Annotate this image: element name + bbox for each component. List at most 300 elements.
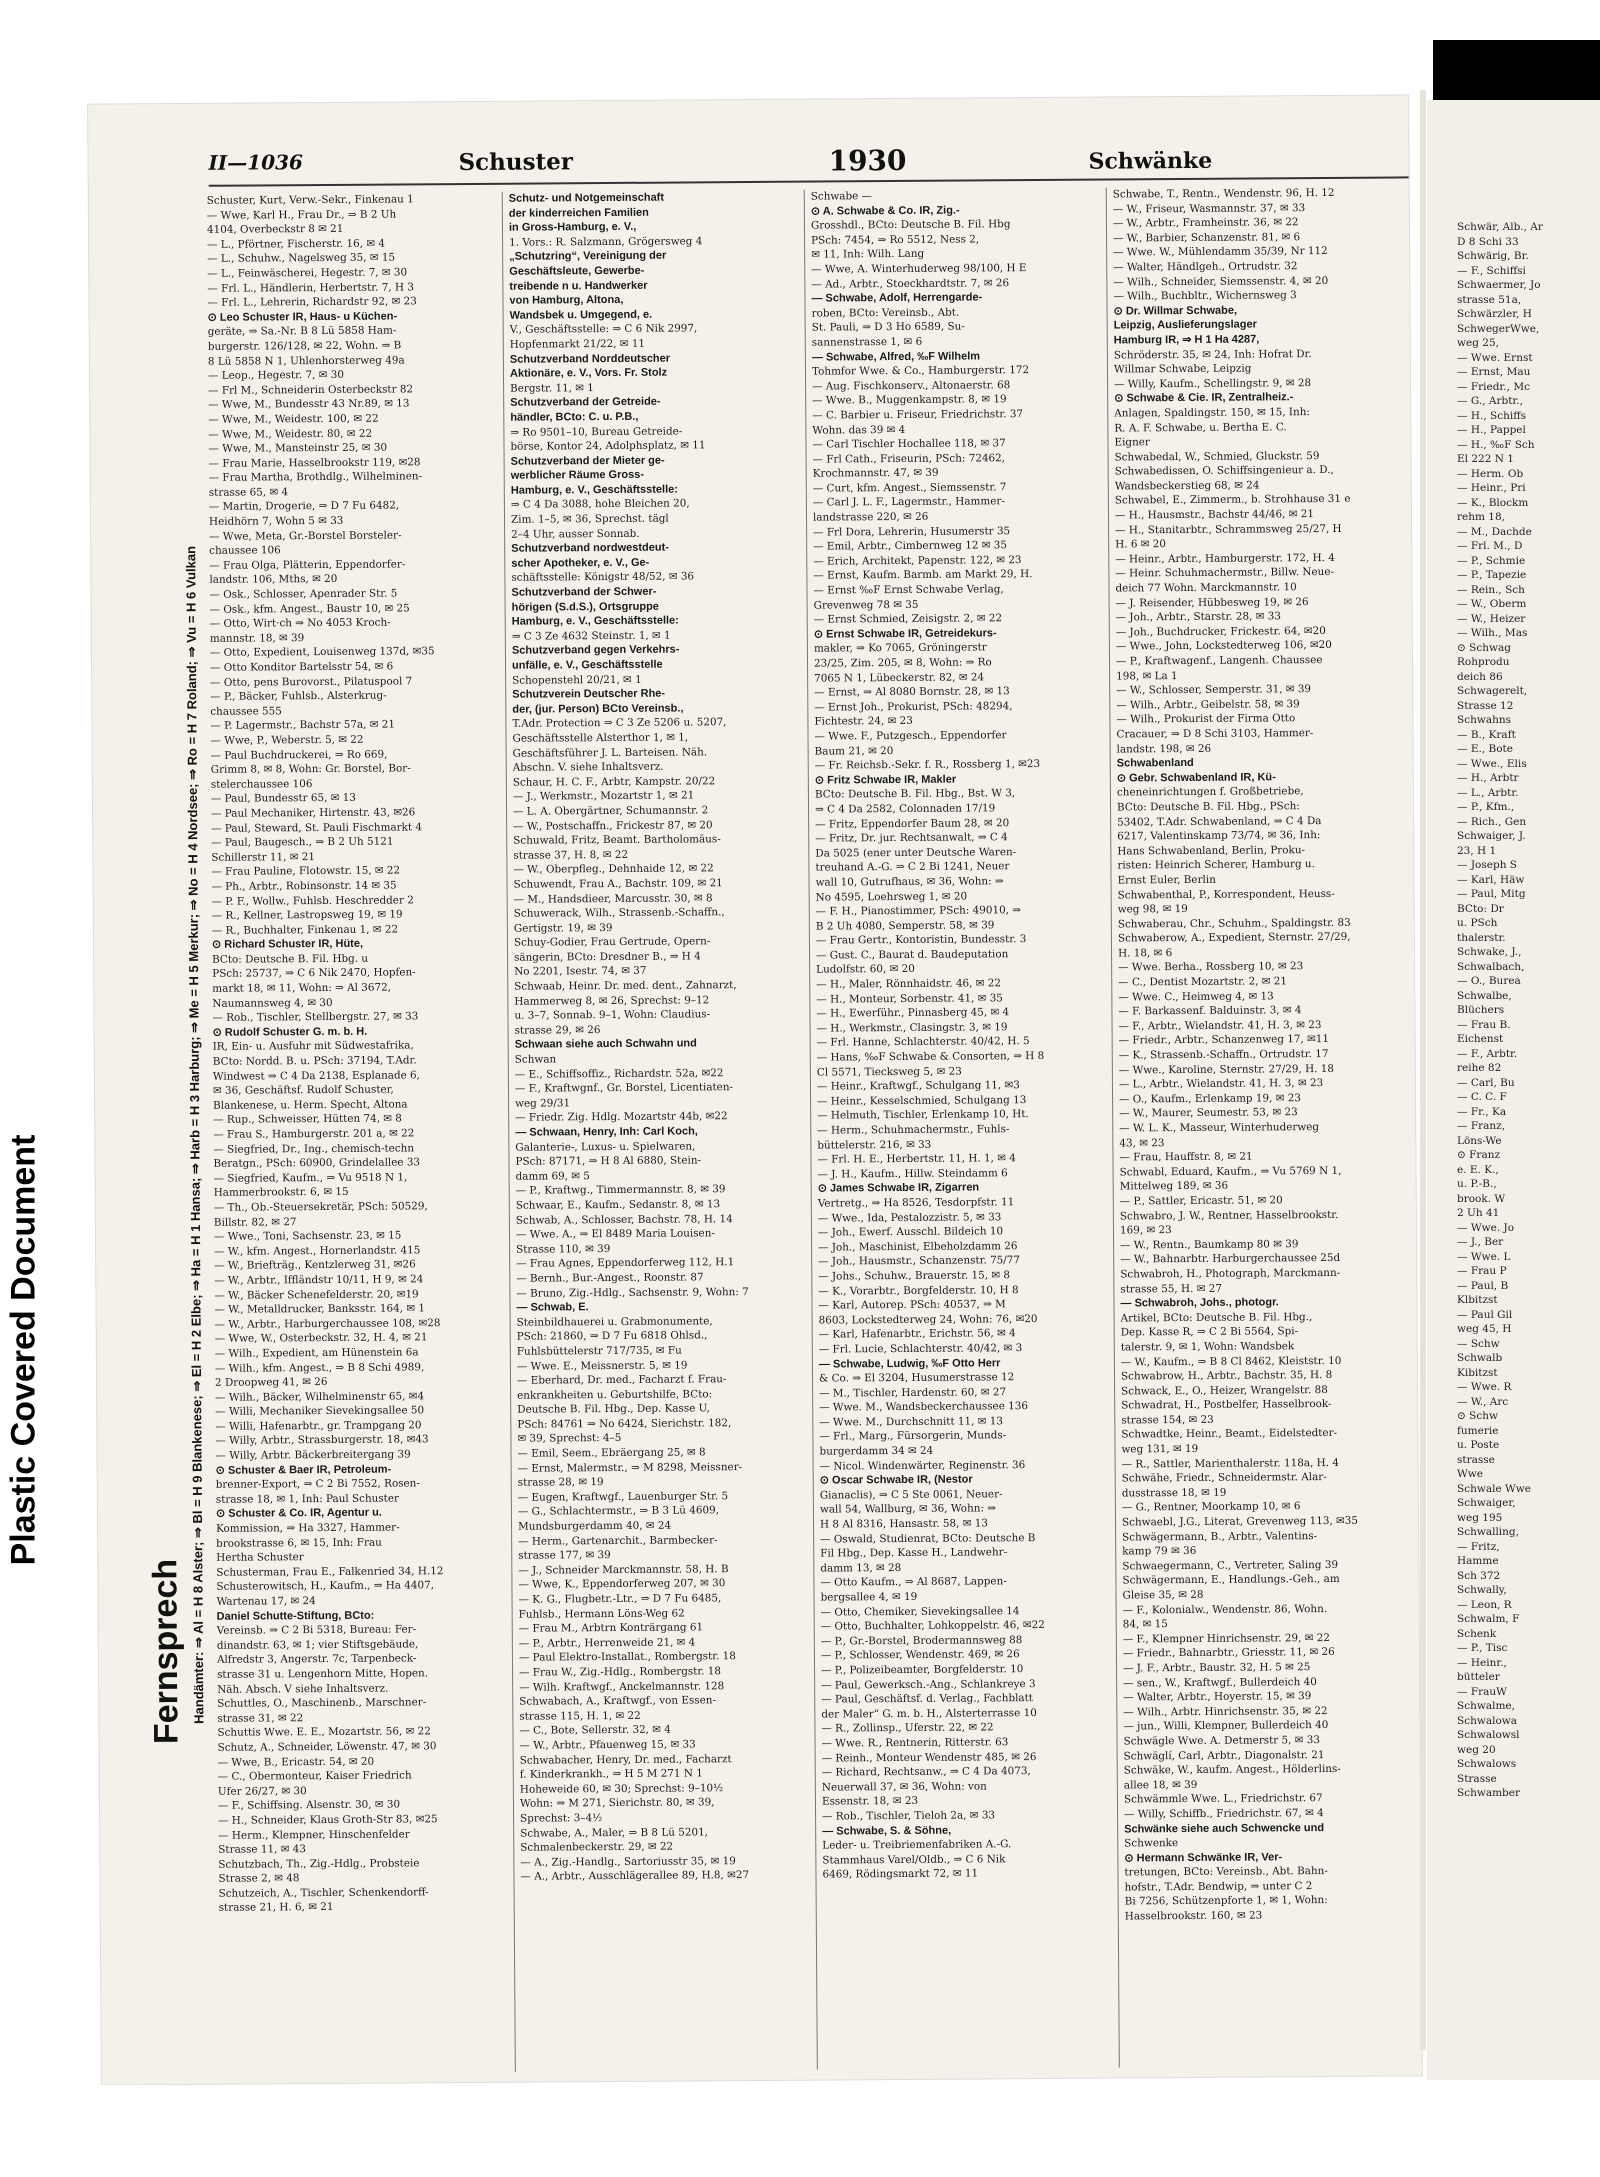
directory-entry: — W., Barbier, Schanzenstr. 81, ✉ 6: [1113, 230, 1301, 245]
facing-page-entry: El 222 N 1: [1457, 453, 1514, 465]
directory-entry: Geschäftsführer J. L. Barteisen. Näh.: [512, 745, 708, 760]
directory-entry: strasse 18, ✉ 1, Inh: Paul Schuster: [215, 1492, 400, 1506]
directory-entry: Anlagen, Spaldingstr. 150, ✉ 15, Inh:: [1114, 406, 1310, 420]
facing-page-entry: — P., Tapezie: [1457, 569, 1527, 581]
directory-entry: Wohn. das 39 ✉ 4: [812, 423, 906, 437]
directory-entry: Schwänke siehe auch Schwencke und: [1124, 1821, 1325, 1835]
directory-entry: — Schwabe, S. & Söhne,: [822, 1824, 952, 1838]
directory-entry: — W., Briefträg., Kentzlerweg 31, ✉26: [214, 1258, 416, 1273]
facing-page-entry: Schwahns: [1457, 714, 1511, 726]
directory-entry: Schutzverband nordwestdeut-: [511, 541, 669, 555]
directory-entry: — J., Werkmstr., Mozartstr 1, ✉ 21: [512, 789, 695, 804]
directory-entry: — M., Handsdieer, Marcusstr. 30, ✉ 8: [513, 891, 713, 906]
facing-page-entry: Eichenst: [1457, 1033, 1504, 1045]
directory-entry: — H., Ewerführ., Pinnasberg 45, ✉ 4: [816, 1006, 1010, 1020]
directory-entry: — Heinr. Schuhmachermstr., Billw. Neue-: [1115, 566, 1335, 580]
directory-entry: — Ernst Joh., Prokurist, PSch: 48294,: [814, 699, 1013, 714]
directory-entry: — Paul, Geschäftsf. d. Verlag., Fachblatt: [821, 1692, 1033, 1706]
directory-entry: 8 Lü 5858 N 1, Uhlenhorsterweg 49a: [207, 353, 405, 368]
directory-entry: — Rob., Tischler, Stellbergstr. 27, ✉ 33: [212, 1010, 419, 1025]
directory-entry: — Karl, Hafenarbtr., Erichstr. 56, ✉ 4: [818, 1327, 1016, 1341]
directory-entry: — W., Metalldrucker, Banksstr. 164, ✉ 1: [214, 1302, 425, 1316]
side-label: Plastic Covered Document: [4, 1134, 43, 1566]
directory-entry: — W., Maurer, Seumestr. 53, ✉ 23: [1119, 1106, 1298, 1120]
directory-entry: — F., Kraftwgnf., Gr. Borstel, Licentiaten-: [514, 1081, 734, 1095]
directory-entry: — Wilh., Bäcker, Wilhelminenstr 65, ✉4: [215, 1390, 425, 1404]
facing-page-entry: strasse: [1457, 1453, 1495, 1466]
directory-entry: — Herm., Klempner, Hinschenfelder: [218, 1827, 410, 1842]
directory-entry: — W., Kaufm., ⇒ B 8 Cl 8462, Kleiststr. 10: [1120, 1354, 1342, 1368]
directory-entry: — Friedr., Arbtr., Schanzenweg 17, ✉11: [1118, 1033, 1330, 1047]
directory-entry: Schwab, A., Schlosser, Bachstr. 78, H. 14: [515, 1212, 733, 1227]
directory-entry: — Wwe., Toni, Sachsenstr. 23, ✉ 15: [213, 1229, 402, 1243]
column-1: [207, 192, 510, 2074]
directory-entry: — Wwe, M., Mansteinstr 25, ✉ 30: [208, 441, 388, 455]
directory-entry: — Friedr., Bahnarbtr., Griesstr. 11, ✉ 26: [1122, 1646, 1335, 1660]
directory-entry: börse, Kontor 24, Adolphsplatz, ✉ 11: [510, 439, 706, 453]
phone-exchange-legend: [109, 214, 210, 1775]
facing-page-entry: Strasse: [1457, 1772, 1497, 1785]
directory-entry: — Paul, Steward, St. Pauli Fischmarkt 4: [211, 820, 423, 835]
facing-page-entry: Schwalowsl: [1457, 1729, 1520, 1741]
facing-page-entry: — Joseph S: [1457, 859, 1517, 871]
directory-entry: Schwaab, Heinr. Dr. med. dent., Zahnarzt,: [514, 979, 737, 993]
directory-entry: — Paul Mechaniker, Hirtenstr. 43, ✉26: [211, 806, 416, 820]
directory-entry: — W., Schlosser, Semperstr. 31, ✉ 39: [1116, 683, 1312, 697]
facing-page-entry: — Frau B.: [1457, 1018, 1511, 1031]
directory-entry: Bi 7256, Schützenpforte 1, ✉ 1, Wohn:: [1124, 1894, 1328, 1908]
directory-entry: Willmar Schwabe, Leipzig: [1113, 362, 1252, 376]
directory-entry: Strasse 2, ✉ 48: [218, 1872, 300, 1886]
facing-page-entry: — Fr., Ka: [1457, 1105, 1507, 1118]
directory-entry: cheneinrichtungen f. Großbetriebe,: [1116, 785, 1304, 799]
directory-entry: Fuhlsb., Hermann Löns-Weg 62: [518, 1607, 685, 1621]
directory-entry: Grimm 8, ✉ 8, Wohn: Gr. Borstel, Bor-: [210, 762, 411, 776]
facing-page-entry: Schwalows: [1457, 1758, 1517, 1770]
directory-entry: — Wilh., kfm. Angest., ⇒ B 8 Schi 4989,: [214, 1360, 425, 1375]
facing-page-entry: — Wwe. Jo: [1457, 1221, 1515, 1234]
directory-entry: sängerin, BCto: Dresdner B., ⇒ H 4: [514, 950, 701, 964]
directory-entry: — Wwe, K., Eppendorferweg 207, ✉ 30: [518, 1577, 726, 1592]
legend-title: Fernsprech: [146, 1558, 186, 1745]
directory-entry: Da 5025 (ener unter Deutsche Waren-: [815, 845, 1017, 860]
directory-entry: — Ernst Schmied, Zeisigstr. 2, ✉ 22: [813, 612, 1003, 626]
directory-entry: — Karl, Autorep. PSch: 40537, ⇒ M: [818, 1298, 1006, 1312]
facing-page: [1427, 100, 1600, 2080]
directory-entry: Leder- u. Treibriemenfabriken A.-G.: [822, 1838, 1012, 1852]
directory-entry: Schutzverband Norddeutscher: [509, 352, 671, 366]
directory-entry: — Schwabroh, Johs., photogr.: [1120, 1296, 1279, 1310]
facing-page-entry: — F., Arbtr.: [1457, 1047, 1518, 1060]
directory-entry: Ufer 26/27, ✉ 30: [217, 1784, 307, 1798]
directory-entry: werblicher Räume Gross-: [510, 469, 645, 482]
facing-page-entry: — G., Arbtr.,: [1457, 395, 1523, 407]
directory-entry: strasse 65, ✉ 4: [208, 486, 289, 499]
directory-entry: Grevenweg 78 ✉ 35: [813, 598, 919, 612]
directory-entry: — O., Kaufm., Erlenkamp 19, ✉ 23: [1119, 1092, 1301, 1106]
directory-entry: ⊙ Ernst Schwabe IR, Getreidekurs-: [813, 627, 997, 641]
directory-entry: — Otto, pens Burovorst., Pilatuspool 7: [210, 674, 413, 689]
directory-entry: Schwack, E., O., Heizer, Wrangelstr. 88: [1121, 1383, 1328, 1398]
directory-entry: Billstr. 82, ✉ 27: [213, 1215, 297, 1229]
directory-entry: — Frau Martha, Brothdlg., Wilhelminen-: [208, 470, 423, 485]
directory-entry: Stammhaus Varel/Oldb., ⇒ C 6 Nik: [822, 1852, 1006, 1867]
directory-entry: — Wwe. E., Meissnerstr. 5, ✉ 19: [516, 1358, 688, 1373]
directory-entry: — Frl., Marg., Fürsorgerin, Munds-: [819, 1429, 1007, 1444]
directory-entry: Hasselbrookstr. 160, ✉ 23: [1124, 1909, 1263, 1923]
directory-entry: Schwadrat, H., Postbelfer, Hasselbrook-: [1121, 1398, 1332, 1412]
directory-entry: Geschäftsstelle Alsterthor 1, ✉ 1,: [512, 731, 689, 745]
directory-entry: — Paul, Baugesch., ⇒ B 2 Uh 5121: [211, 835, 394, 849]
directory-entry: treibende n u. Handwerker: [509, 279, 648, 293]
directory-entry: — L., Schuhw., Nagelsweg 35, ✉ 15: [207, 251, 396, 266]
directory-entry: ⇒ C 3 Ze 4632 Steinstr. 1, ✉ 1: [511, 629, 671, 643]
facing-page-entry: — H., ‰F Sch: [1457, 438, 1535, 451]
directory-entry: Schwabroh, H., Photograph, Marckmann-: [1120, 1266, 1341, 1281]
facing-page-entry: — Heinr., Pri: [1457, 482, 1526, 494]
directory-entry: roben, BCto: Vereinsb., Abt.: [811, 306, 960, 320]
directory-entry: Schusterman, Frau E., Falkenried 34, H.12: [216, 1564, 444, 1579]
directory-entry: — Frl M., Schneiderin Osterbeckstr 82: [208, 383, 414, 397]
year: 1930: [828, 143, 907, 178]
facing-page-entry: fumerie: [1457, 1424, 1499, 1437]
facing-page-entry: — Paul, Mitg: [1457, 888, 1526, 900]
directory-entry: u. 3–7, Sonnab. 9–1, Wohn: Claudius-: [514, 1008, 711, 1022]
directory-entry: — W., Rentn., Baumkamp 80 ✉ 39: [1120, 1237, 1299, 1252]
directory-entry: — Erich, Architekt, Papenstr. 122, ✉ 23: [813, 553, 1022, 568]
directory-entry: — L., Arbtr., Wielandstr. 41, H. 3, ✉ 23: [1118, 1077, 1324, 1091]
directory-entry: — P. Lagermstr., Bachstr 57a, ✉ 21: [210, 718, 395, 733]
facing-page-entry: — H., Arbtr: [1457, 772, 1519, 784]
directory-entry: PSch: 84761 ⇒ No 6424, Sierichstr. 182,: [517, 1417, 732, 1431]
directory-entry: Mittelweg 189, ✉ 36: [1119, 1180, 1229, 1193]
facing-page-entry: Hamme: [1457, 1555, 1499, 1567]
directory-entry: — Hans, ‰F Schwabe & Consorten, ⇒ H 8: [816, 1050, 1045, 1064]
directory-entry: Ludolfstr. 60, ✉ 20: [816, 963, 915, 977]
page-fold: [1420, 90, 1426, 2050]
directory-entry: — W., Arbtr., Iffländstr 10/11, H 9, ✉ 24: [214, 1273, 424, 1287]
directory-entry: — Wwe. Berha., Rossberg 10, ✉ 23: [1118, 960, 1304, 974]
directory-entry: 6217, Valentinskamp 73/74, ✉ 36, Inh:: [1117, 829, 1321, 843]
directory-entry: Eigner: [1114, 436, 1150, 449]
directory-entry: Cracauer, ⇒ D 8 Schi 3103, Hammer-: [1116, 727, 1314, 741]
directory-entry: Baum 21, ✉ 20: [814, 744, 894, 758]
directory-entry: Hammerweg 8, ✉ 26, Sprechst: 9–12: [514, 993, 710, 1008]
directory-entry: Schutzeich, A., Tischler, Schenkendorff-: [218, 1886, 429, 1900]
directory-entry: mannstr. 18, ✉ 39: [209, 631, 305, 645]
directory-entry: Tohmfor Wwe. & Co., Hamburgerstr. 172: [811, 364, 1030, 378]
directory-entry: makler, ⇒ Ko 7065, Gröningerstr: [813, 641, 987, 655]
directory-entry: — Heinr., Kesselschmied, Schulgang 13: [817, 1093, 1027, 1108]
directory-entry: — Willi, Hafenarbtr., gr. Trampgang 20: [215, 1419, 422, 1433]
directory-entry: No 2201, Isestr. 74, ✉ 37: [514, 965, 647, 979]
directory-entry: — Frau W., Zig.-Hdlg., Rombergstr. 18: [519, 1665, 722, 1679]
facing-page-entry: — Wwe., Elis: [1457, 757, 1527, 770]
directory-entry: enkrankheiten u. Geburtshilfe, BCto:: [517, 1387, 713, 1402]
directory-entry: — Paul Elektro-Installat., Rombergstr. 18: [518, 1650, 736, 1665]
directory-entry: Fuhlsbüttelerstr 717/735, ✉ Fu: [516, 1344, 682, 1358]
directory-entry: — Oswald, Studienrat, BCto: Deutsche B: [820, 1531, 1036, 1546]
directory-entry: 169, ✉ 23: [1119, 1224, 1172, 1237]
directory-entry: hofstr., T.Adr. Bendwip, ⇒ unter C 2: [1124, 1880, 1313, 1894]
facing-page-entry: weg 25,: [1457, 337, 1499, 349]
directory-entry: weg 29/31: [515, 1097, 571, 1110]
directory-entry: Schuy-Godier, Frau Gertrude, Opern-: [513, 935, 711, 949]
directory-entry: Schopenstehl 20/21, ✉ 1: [512, 673, 642, 687]
directory-entry: strasse 31, ✉ 22: [217, 1711, 304, 1725]
directory-entry: 4104, Overbeckstr 8 ✉ 21: [206, 223, 344, 236]
directory-entry: Mundsburgerdamm 40, ✉ 24: [518, 1519, 672, 1533]
directory-entry: ⊙ Fritz Schwabe IR, Makler: [814, 773, 957, 787]
facing-page-entry: — E., Bote: [1457, 743, 1513, 755]
facing-page-entry: — Wwe. L: [1457, 1250, 1511, 1263]
directory-entry: — L. A. Obergärtner, Schumannstr. 2: [513, 804, 709, 818]
directory-entry: Hamburg, e. V., Geschäftsstelle:: [510, 483, 678, 497]
directory-entry: Wohn: ⇒ M 271, Sierichstr. 80, ✉ 39,: [519, 1796, 715, 1810]
directory-entry: treuhand A.-G. ⇒ C 2 Bi 1241, Neuer: [815, 860, 1010, 874]
directory-entry: chaussee 106: [209, 544, 281, 558]
facing-page-entry: — Karl, Häw: [1457, 873, 1525, 886]
facing-page-entry: Schenk: [1457, 1627, 1497, 1640]
directory-entry: 2 Droopweg 41, ✉ 26: [214, 1376, 328, 1389]
directory-entry: Leipzig, Auslieferungslager: [1113, 318, 1257, 332]
directory-entry: Vereinsb. ⇒ C 2 Bi 5318, Bureau: Fer-: [216, 1623, 417, 1637]
directory-entry: talerstr. 9, ✉ 1, Wohn: Wandsbek: [1120, 1340, 1295, 1354]
directory-entry: sannenstrasse 1, ✉ 6: [811, 335, 923, 349]
directory-entry: — Paul Buchdruckerei, ⇒ Ro 669,: [210, 748, 388, 762]
facing-page-entry: Schwärzler, H: [1457, 308, 1532, 320]
directory-entry: — W., Arbtr., Pfauenweg 15, ✉ 33: [519, 1738, 696, 1752]
directory-entry: — Willy, Schiffb., Friedrichstr. 67, ✉ 4: [1124, 1806, 1324, 1821]
directory-entry: Schwabrow, H., Arbtr., Bachstr. 35, H. 8: [1120, 1369, 1333, 1383]
directory-entry: Schutzverband der Mieter ge-: [510, 454, 665, 468]
facing-page-entry: Rohprodu: [1457, 656, 1510, 668]
directory-entry: Wandsbek u. Umgegend, e.: [509, 308, 653, 322]
directory-entry: burgerdamm 34 ✉ 24: [819, 1444, 934, 1458]
directory-entry: — Frl Dora, Lehrerin, Husumerstr 35: [813, 524, 1011, 539]
directory-entry: der kinderreichen Familien: [508, 206, 649, 220]
directory-entry: Essenstr. 18, ✉ 23: [821, 1795, 919, 1808]
directory-entry: Schwaan siehe auch Schwahn und: [514, 1037, 697, 1052]
directory-entry: — Wilh., Arbtr. Hinrichsenstr. 35, ✉ 22: [1123, 1704, 1328, 1719]
directory-entry: ⇒ Ro 9501–10, Bureau Getreide-: [510, 424, 683, 439]
facing-page-entry: — Friedr., Mc: [1457, 380, 1530, 393]
directory-entry: — C., Dentist Mozartstr. 2, ✉ 21: [1118, 975, 1288, 989]
directory-entry: Heidhörn 7, Wohn 5 ✉ 33: [208, 514, 344, 528]
directory-entry: — Wilh., Prokurist der Firma Otto: [1116, 712, 1296, 726]
facing-page-entry: — Schw: [1457, 1337, 1500, 1350]
directory-entry: — Wilh., Arbtr., Geibelstr. 58, ✉ 39: [1116, 697, 1300, 712]
directory-entry: — Wwe, P., Weberstr. 5, ✉ 22: [210, 733, 364, 747]
directory-entry: — G., Schlachtermstr., ⇒ B 3 Lü 4609,: [517, 1504, 720, 1519]
directory-entry: Aktionäre, e. V., Vors. Fr. Stolz: [509, 366, 668, 380]
directory-entry: Schutz, A., Schneider, Löwenstr. 47, ✉ 30: [217, 1740, 437, 1754]
directory-entry: risten: Heinrich Scherer, Hamburg u.: [1117, 858, 1315, 872]
directory-entry: — Schwabe, Alfred, ‰F Wilhelm: [811, 349, 981, 364]
directory-entry: — Wwe. M., Wandsbeckerchaussee 136: [819, 1400, 1029, 1414]
directory-entry: ⊙ Rudolf Schuster G. m. b. H.: [212, 1025, 368, 1039]
directory-entry: — Wwe., John, Lockstedterweg 106, ✉20: [1115, 639, 1332, 653]
facing-page-entry: Schwale Wwe: [1457, 1482, 1531, 1495]
directory-entry: Kommission, ⇒ Ha 3327, Hammer-: [216, 1521, 400, 1535]
facing-page-entry: — W., Arc: [1457, 1395, 1509, 1408]
facing-page-entry: — Frl. M., D: [1457, 540, 1523, 552]
directory-entry: Schutzverband gegen Verkehrs-: [511, 643, 680, 658]
directory-entry: Schwägle Wwe. A. Detmerstr 5, ✉ 33: [1123, 1734, 1321, 1748]
facing-page-entry: — W., Heizer: [1457, 612, 1526, 625]
directory-entry: — Wwe, Meta, Gr.-Borstel Borsteler-: [209, 529, 402, 543]
directory-entry: — Frl. L., Händlerin, Herbertstr. 7, H 3: [207, 280, 414, 295]
directory-entry: — Emil, Seem., Ebräergang 25, ✉ 8: [517, 1446, 706, 1460]
column-4: [1113, 185, 1426, 2067]
directory-entry: Zim. 1–5, ✉ 36, Sprechst. tägl: [510, 512, 669, 526]
facing-page-entry: — Carl, Bu: [1457, 1076, 1515, 1089]
directory-entry: f. Kinderkrankh., ⇒ H 5 M 271 N 1: [519, 1767, 703, 1781]
directory-entry: — P., Arbtr., Herrenweide 21, ✉ 4: [518, 1636, 696, 1650]
facing-page-entry: 23, H 1: [1457, 844, 1497, 857]
facing-page-entry: bütteler: [1457, 1671, 1500, 1683]
directory-entry: markt 18, ✉ 11, Wohn: ⇒ Al 3672,: [212, 981, 392, 995]
directory-entry: Schwäke, W., kaufm. Angest., Hölderlins-: [1123, 1763, 1341, 1777]
directory-entry: Artikel, BCto: Deutsche B. Fil. Hbg.,: [1120, 1310, 1313, 1325]
facing-page-entry: SchwegerWwe,: [1457, 322, 1540, 335]
directory-entry: Gianaclis), ⇒ C 5 Ste 0061, Neuer-: [819, 1488, 1003, 1502]
directory-entry: — H., Stanitarbtr., Schrammsweg 25/27, H: [1115, 522, 1342, 537]
directory-entry: — Emil, Arbtr., Cimbernweg 12 ✉ 35: [813, 539, 1008, 553]
directory-entry: Beratgn., PSch: 60900, Grindelallee 33: [213, 1156, 421, 1170]
directory-entry: Schutzbach, Th., Zig.-Hdlg., Probsteie: [218, 1857, 420, 1871]
directory-entry: — Osk., kfm. Angest., Baustr 10, ✉ 25: [209, 602, 410, 616]
directory-entry: bergsallee 4, ✉ 19: [820, 1590, 918, 1604]
directory-entry: Bergstr. 11, ✉ 1: [510, 381, 594, 395]
directory-entry: — Frl. Hanne, Schlachterstr. 40/42, H. 5: [816, 1035, 1030, 1050]
directory-entry: büttelerstr. 216, ✉ 33: [817, 1138, 932, 1152]
directory-entry: — Wwe, A. Winterhuderweg 98/100, H E: [811, 262, 1027, 276]
directory-entry: PSch: 25737, ⇒ C 6 Nik 2470, Hopfen-: [212, 966, 416, 981]
directory-entry: — H., Maler, Rönnhaidstr. 46, ✉ 22: [816, 977, 1002, 991]
facing-page-entries: [1457, 220, 1597, 1801]
directory-entry: — Ernst ‰F Ernst Schwabe Verlag,: [813, 583, 1004, 597]
directory-entry: — J. F., Arbtr., Baustr. 32, H. 5 ✉ 25: [1123, 1661, 1311, 1675]
directory-entry: — R., Buchhalter, Finkenau 1, ✉ 22: [211, 923, 399, 937]
directory-entry: — Frl. H. E., Herbertstr. 11, H. 1, ✉ 4: [817, 1152, 1016, 1166]
scanned-page: [55, 40, 1600, 2085]
facing-page-entry: — L., Arbtr.: [1457, 786, 1519, 799]
directory-entry: — K., Vorarbtr., Borgfelderstr. 10, H 8: [818, 1283, 1019, 1298]
directory-entry: — P., Gr.-Borstel, Brodermannsweg 88: [820, 1633, 1023, 1648]
facing-page-entry: Klbitzst: [1457, 1294, 1498, 1306]
directory-entry: landstr. 198, ✉ 26: [1116, 742, 1212, 756]
directory-entry: Schuster, Kurt, Verw.-Sekr., Finkenau 1: [206, 193, 414, 207]
directory-entry: — Fr. Reichsb.-Sekr. f. R., Rossberg 1, ✉23: [814, 758, 1041, 772]
directory-entry: strasse 177, ✉ 39: [518, 1549, 611, 1562]
directory-entry: R. A. F. Schwabe, u. Bertha E. C.: [1114, 420, 1287, 434]
directory-entry: strasse 28, ✉ 19: [517, 1476, 604, 1489]
directory-entry: von Hamburg, Altona,: [509, 294, 624, 307]
directory-entry: — W., Bahnarbtr. Harburgerchaussee 25d: [1120, 1252, 1341, 1266]
directory-entry: — Joh., Arbtr., Starstr. 28, ✉ 33: [1115, 610, 1281, 624]
facing-page-entry: 2 Uh 41: [1457, 1207, 1500, 1219]
directory-entry: — W., Postschaffn., Frickestr 87, ✉ 20: [513, 818, 713, 833]
directory-entry: der, (jur. Person) BCto Vereinsb.,: [512, 702, 684, 716]
directory-entry: — Rob., Tischler, Tieloh 2a, ✉ 33: [822, 1809, 996, 1823]
directory-entry: PSch: 7454, ⇒ Ro 5512, Ness 2,: [811, 233, 980, 247]
directory-entry: — P. F., Wollw., Fuhlsb. Heschredder 2: [211, 893, 414, 908]
directory-entry: — H., Monteur, Sorbenstr. 41, ✉ 35: [816, 991, 1003, 1006]
directory-entry: strasse 37, H. 8, ✉ 22: [513, 848, 629, 862]
directory-entry: — Otto, Wirt·ch ⇒ No 4053 Kroch-: [209, 616, 391, 631]
directory-entry: — Wwe. F., Putzgesch., Eppendorfer: [814, 729, 1007, 743]
directory-entry: Ernst Euler, Berlin: [1117, 873, 1216, 887]
directory-entry: Alfredstr 3, Angerstr. 7c, Tarpenbeck-: [216, 1652, 417, 1667]
directory-entry: — Wilh., Buchbltr., Wichernsweg 3: [1113, 289, 1297, 303]
directory-entry: — sen., W., Kraftwgf., Bullerdeich 40: [1123, 1675, 1317, 1690]
facing-page-entry: — Heinr.,: [1457, 1656, 1507, 1669]
directory-entry: — Paul, Bundesstr 65, ✉ 13: [210, 792, 357, 806]
directory-entry: in Gross-Hamburg, e. V.,: [508, 220, 637, 234]
directory-entry: — Siegfried, Dr., Ing., chemisch-techn: [213, 1141, 415, 1156]
directory-entry: unfälle, e. V., Geschäftsstelle: [511, 658, 663, 672]
directory-entry: — Rup., Schweisser, Hütten 74, ✉ 8: [213, 1112, 402, 1127]
directory-entry: — Ernst, Kaufm. Barmb. am Markt 29, H.: [813, 568, 1033, 583]
directory-entry: — Walter, Händlgeh., Ortrudstr. 32: [1113, 260, 1298, 274]
directory-entry: Schwägermann, B., Arbtr., Valentins-: [1122, 1529, 1318, 1544]
directory-entry: Schwabedissen, O. Schiffsingenieur a. D.,: [1114, 464, 1334, 478]
directory-entry: — Friedr. Zig. Hdlg. Mozartstr 44b, ✉22: [515, 1110, 728, 1125]
legend-codes: Handämter: ⇒ Al = H 8 Alster; ⇒ Bl = H 9 Blankenese; ⇒ El = H 2 Elbe; ⇒ Ha = H 1 Hansa; ⇒ Harb = H 3 Harburg; ⇒ Me = H 5 Merkur; ⇒ No = H 4 Nordsee; ⇒ Ro = H 7 Roland; ⇒ Vu = H 6 Vulkan: [183, 545, 207, 1724]
directory-entry: — Joh., Maschinist, Elbeholzdamm 26: [818, 1239, 1018, 1254]
directory-entry: Schwabe, A., Maler, ⇒ B 8 Lü 5201,: [520, 1825, 709, 1840]
column-3: [811, 188, 1114, 2070]
directory-entry: — Aug. Fischkonserv., Altonaerstr. 68: [812, 378, 1011, 393]
directory-entry: — Eugen, Kraftwgf., Lauenburger Str. 5: [517, 1490, 729, 1504]
directory-entry: Blankenese, u. Herm. Specht, Altona: [213, 1098, 408, 1112]
facing-page-entry: — K., Blockm: [1457, 496, 1529, 509]
facing-page-entry: weg 195: [1457, 1511, 1503, 1524]
facing-page-entry: u. PSch: [1457, 917, 1498, 929]
directory-entry: Galanterie-, Luxus- u. Spielwaren,: [515, 1140, 696, 1154]
directory-entry: — F. Barkassenf. Balduinstr. 3, ✉ 4: [1118, 1004, 1302, 1018]
directory-entry: Schwabach, A., Kraftwgf., von Essen-: [519, 1694, 717, 1708]
directory-entry: Schwäglí, Carl, Arbtr., Diagonalstr. 21: [1123, 1748, 1325, 1762]
directory-entry: Steinbildhauerei u. Grabmonumente,: [516, 1315, 713, 1329]
facing-page-entry: deich 86: [1457, 670, 1503, 683]
directory-entry: — R., Zollinsp., Uferstr. 22, ✉ 22: [821, 1721, 994, 1735]
directory-entry: Grosshdl., BCto: Deutsche B. Fil. Hbg: [810, 218, 1011, 232]
directory-entry: Schmalenbeckerstr. 29, ✉ 22: [520, 1840, 674, 1854]
directory-entry: — P., Sattler, Ericastr. 51, ✉ 20: [1119, 1194, 1283, 1208]
directory-entry: — Th., Ob.-Steuersekretär, PSch: 50529,: [213, 1200, 428, 1214]
directory-entry: brenner-Export, ⇒ C 2 Bi 7552, Rosen-: [215, 1477, 420, 1492]
directory-entry: strasse 115, H. 1, ✉ 22: [519, 1709, 641, 1723]
facing-page-entry: strasse 51a,: [1457, 293, 1522, 306]
directory-entry: — Willi, Mechaniker Sievekingsallee 50: [215, 1404, 425, 1419]
directory-entry: kamp 79 ✉ 36: [1122, 1545, 1197, 1558]
facing-page-entry: — Wwe. Ernst: [1457, 351, 1533, 364]
directory-entry: Fil Hbg., Dep. Kasse H., Landwehr-: [820, 1546, 1008, 1560]
directory-entry: Strasse 11, ✉ 43: [218, 1843, 306, 1856]
directory-entry: Fichtestr. 24, ✉ 23: [814, 715, 913, 728]
directory-entry: — Joh., Ewerf. Ausschl. Bildeich 10: [817, 1225, 1004, 1239]
directory-entry: weg 131, ✉ 19: [1121, 1442, 1199, 1456]
directory-entry: Schuttles, O., Maschinenb., Marschner-: [217, 1696, 427, 1710]
directory-entry: — Wwe, B., Ericastr. 54, ✉ 20: [217, 1755, 375, 1769]
directory-entry: dusstrasse 18, ✉ 19: [1121, 1486, 1227, 1500]
directory-entry: — Frl. Lucie, Schlachterstr. 40/42, ✉ 3: [818, 1342, 1023, 1356]
directory-entry: H. 18, ✉ 6: [1118, 946, 1173, 960]
directory-entry: ✉ 39, Sprechst: 4–5: [517, 1432, 622, 1446]
directory-entry: — J. Reisender, Hübbesweg 19, ✉ 26: [1115, 595, 1309, 610]
